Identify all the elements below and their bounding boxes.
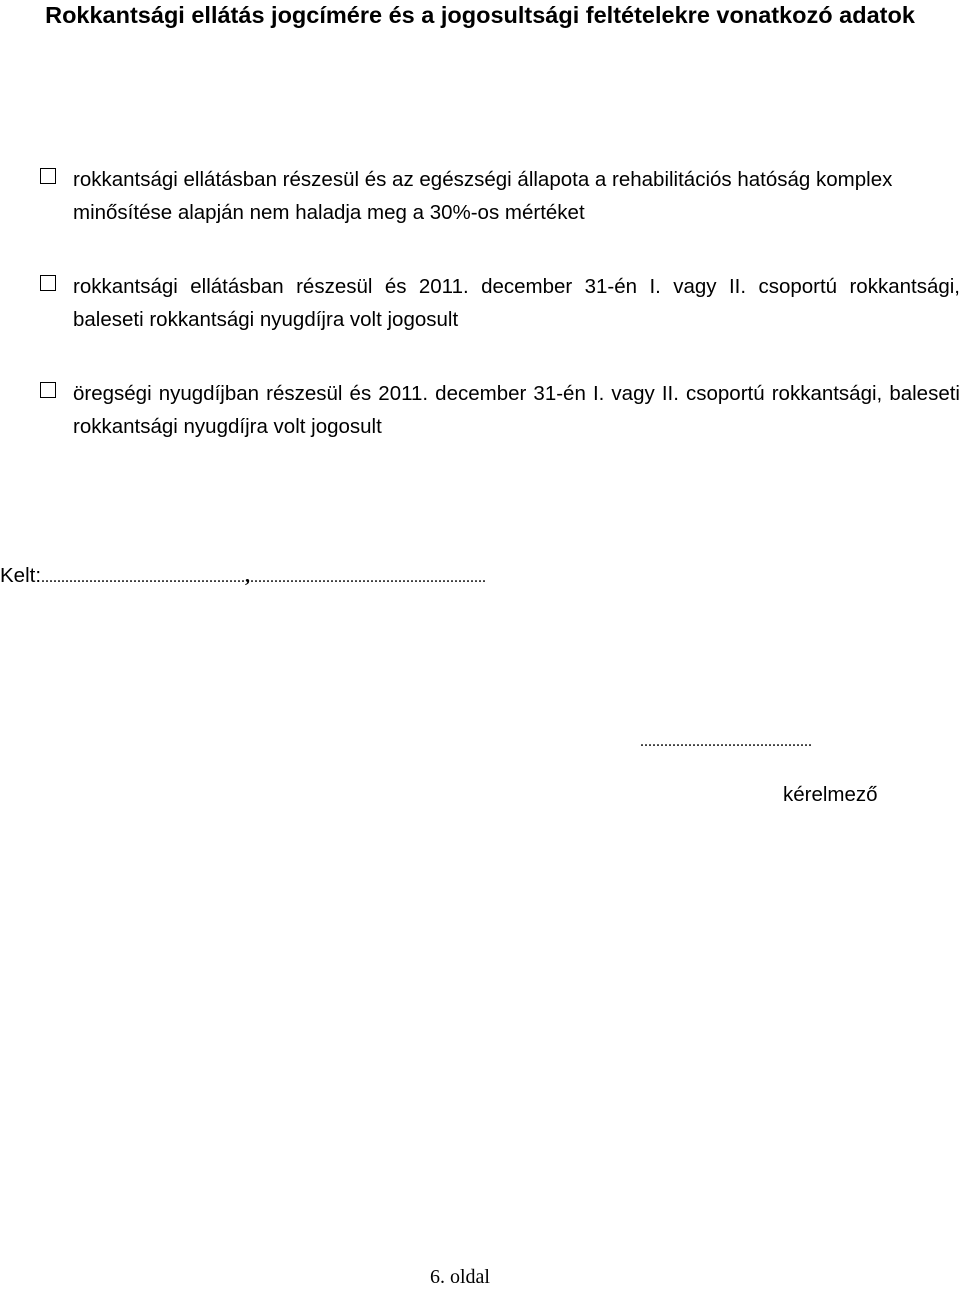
checkbox-option-3[interactable]: [40, 382, 56, 398]
option-3-text: öregségi nyugdíjban részesül és 2011. december 31-én I. vagy II. csoportú rokkantsági, baleseti rokkantsági nyugdíjra volt jogosult: [73, 382, 960, 438]
option-1-text: rokkantsági ellátásban részesül és az egészségi állapota a rehabilitációs hatóság komplex minősítése alapján nem haladja meg a 30%-os mértéket: [73, 168, 893, 224]
kelt-line: [0, 561, 486, 593]
option-1: [40, 163, 960, 229]
checkbox-option-2[interactable]: [40, 275, 56, 291]
option-2: [40, 270, 960, 336]
option-3: [40, 377, 960, 443]
kelt-place-field[interactable]: ...................................................: [41, 569, 246, 586]
kelt-date-field[interactable]: ...........................................................: [250, 569, 487, 586]
checkbox-option-1[interactable]: [40, 168, 56, 184]
signature-field[interactable]: ...........................................: [640, 733, 812, 750]
kelt-comma: ,: [245, 565, 251, 587]
kelt-label: Kelt:: [0, 564, 42, 587]
page-number: 6. oldal: [430, 1266, 490, 1288]
page-title: Rokkantsági ellátás jogcímére és a jogosultsági feltételekre vonatkozó adatok: [45, 2, 915, 28]
option-2-text: rokkantsági ellátásban részesül és 2011. december 31-én I. vagy II. csoportú rokkantsági, baleseti rokkantsági nyugdíjra volt jogosult: [73, 275, 960, 331]
signature-label: kérelmező: [783, 783, 878, 806]
